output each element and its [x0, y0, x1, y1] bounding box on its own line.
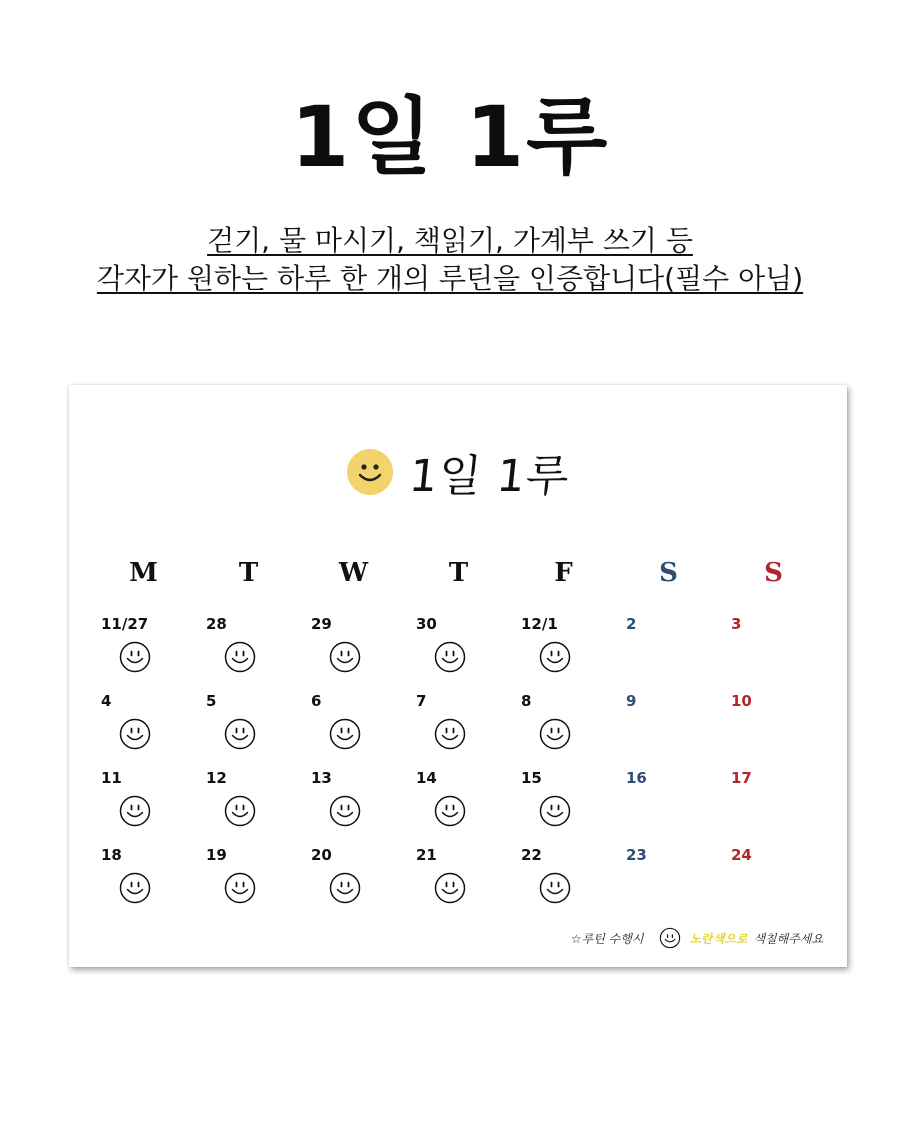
smiley-outline-icon[interactable] — [119, 795, 151, 827]
smiley-outline-icon[interactable] — [539, 872, 571, 904]
calendar-date: 11 — [101, 769, 122, 787]
subtitle-line-1-text: 걷기, 물 마시기, 책읽기, 가계부 쓰기 등 — [207, 224, 693, 257]
calendar-date: 11/27 — [101, 615, 149, 633]
calendar-day-cell[interactable] — [626, 690, 731, 767]
smiley-outline-icon[interactable] — [539, 718, 571, 750]
smiley-outline-icon[interactable] — [434, 641, 466, 673]
weekday-header-row — [91, 555, 826, 591]
weekday-mon: M — [129, 558, 158, 588]
weekday-wed: W — [338, 558, 369, 588]
calendar-date: 10 — [731, 692, 752, 710]
calendar-card — [69, 385, 847, 967]
calendar-day-cell[interactable] — [521, 690, 626, 767]
smiley-outline-icon[interactable] — [224, 795, 256, 827]
smiley-outline-icon[interactable] — [224, 718, 256, 750]
smiley-outline-icon[interactable] — [329, 795, 361, 827]
calendar-day-cell[interactable] — [311, 690, 416, 767]
calendar-date: 14 — [416, 769, 437, 787]
calendar-date: 21 — [416, 846, 437, 864]
calendar-day-cell[interactable] — [521, 844, 626, 921]
calendar-header — [69, 437, 847, 507]
calendar-date: 22 — [521, 846, 542, 864]
calendar-day-cell[interactable] — [521, 613, 626, 690]
calendar-day-cell[interactable] — [731, 690, 836, 767]
smiley-outline-icon[interactable] — [434, 718, 466, 750]
subtitle — [0, 222, 900, 298]
calendar-date: 17 — [731, 769, 752, 787]
legend-suffix: 색칠해주세요 — [753, 931, 823, 946]
calendar-date: 2 — [626, 615, 637, 633]
smiley-outline-icon[interactable] — [539, 795, 571, 827]
calendar-date: 4 — [101, 692, 112, 710]
smiley-outline-icon[interactable] — [329, 872, 361, 904]
calendar-date: 6 — [311, 692, 322, 710]
smiley-outline-icon[interactable] — [434, 872, 466, 904]
calendar-date: 5 — [206, 692, 217, 710]
weekday-sat: S — [659, 558, 678, 588]
calendar-date: 9 — [626, 692, 637, 710]
calendar-day-cell[interactable] — [416, 613, 521, 690]
smiley-outline-icon[interactable] — [329, 641, 361, 673]
calendar-grid — [101, 613, 836, 921]
calendar-day-cell[interactable] — [206, 844, 311, 921]
calendar-date: 13 — [311, 769, 332, 787]
calendar-date: 24 — [731, 846, 752, 864]
calendar-day-cell[interactable] — [416, 690, 521, 767]
calendar-date: 20 — [311, 846, 332, 864]
calendar-date: 23 — [626, 846, 647, 864]
calendar-day-cell[interactable] — [626, 767, 731, 844]
legend-prefix: ☆루틴 수행시 — [570, 931, 644, 946]
calendar-title: 1일 1루 — [406, 451, 573, 502]
calendar-day-cell[interactable] — [206, 690, 311, 767]
calendar-day-cell[interactable] — [416, 844, 521, 921]
calendar-date: 18 — [101, 846, 122, 864]
legend-smiley-icon — [659, 927, 681, 949]
weekday-tue: T — [238, 558, 259, 588]
calendar-date: 28 — [206, 615, 227, 633]
calendar-day-cell[interactable] — [101, 690, 206, 767]
calendar-day-cell[interactable] — [731, 613, 836, 690]
smiley-outline-icon[interactable] — [329, 718, 361, 750]
calendar-day-cell[interactable] — [311, 767, 416, 844]
weekday-sun: S — [764, 558, 783, 588]
calendar-day-cell[interactable] — [311, 844, 416, 921]
subtitle-line-2-text: 각자가 원하는 하루 한 개의 루틴을 인증합니다(필수 아님) — [96, 262, 804, 295]
calendar-date: 29 — [311, 615, 332, 633]
subtitle-line-2 — [0, 260, 900, 298]
calendar-day-cell[interactable] — [206, 613, 311, 690]
calendar-date: 12 — [206, 769, 227, 787]
calendar-day-cell[interactable] — [731, 844, 836, 921]
calendar-day-cell[interactable] — [206, 767, 311, 844]
calendar-date: 12/1 — [521, 615, 558, 633]
legend-highlight: 노란색으로 — [689, 931, 748, 946]
calendar-day-cell[interactable] — [521, 767, 626, 844]
calendar-day-cell[interactable] — [626, 613, 731, 690]
calendar-day-cell[interactable] — [101, 767, 206, 844]
calendar-date: 15 — [521, 769, 542, 787]
calendar-date: 7 — [416, 692, 427, 710]
smiley-outline-icon[interactable] — [224, 641, 256, 673]
calendar-date: 30 — [416, 615, 437, 633]
weekday-thu: T — [448, 558, 469, 588]
page-title: 1일 1루 — [290, 88, 610, 186]
calendar-day-cell[interactable] — [311, 613, 416, 690]
smiley-outline-icon[interactable] — [224, 872, 256, 904]
smiley-outline-icon[interactable] — [539, 641, 571, 673]
smiley-outline-icon[interactable] — [434, 795, 466, 827]
calendar-day-cell[interactable] — [626, 844, 731, 921]
calendar-day-cell[interactable] — [731, 767, 836, 844]
calendar-date: 8 — [521, 692, 532, 710]
smiley-outline-icon[interactable] — [119, 872, 151, 904]
calendar-date: 19 — [206, 846, 227, 864]
calendar-date: 3 — [731, 615, 742, 633]
calendar-day-cell[interactable] — [101, 613, 206, 690]
smiley-outline-icon[interactable] — [119, 718, 151, 750]
calendar-date: 16 — [626, 769, 647, 787]
subtitle-line-1 — [0, 222, 900, 260]
weekday-fri: F — [554, 558, 573, 588]
calendar-day-cell[interactable] — [416, 767, 521, 844]
smiley-outline-icon[interactable] — [119, 641, 151, 673]
legend — [571, 927, 823, 949]
yellow-smiley-icon — [346, 448, 394, 496]
calendar-day-cell[interactable] — [101, 844, 206, 921]
